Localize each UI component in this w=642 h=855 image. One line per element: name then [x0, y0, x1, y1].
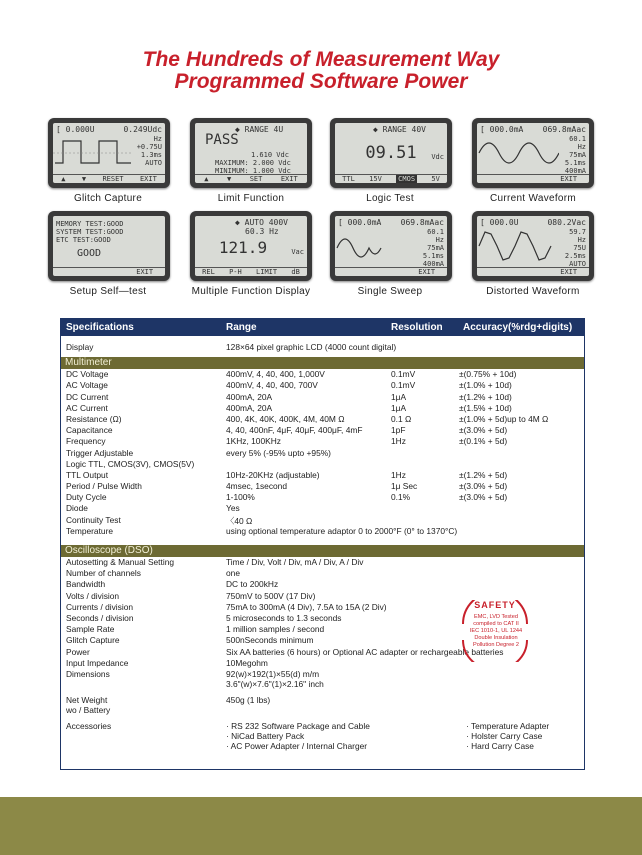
lcd-unit: Vac — [291, 248, 304, 256]
spec-row-multimeter: DC Voltage 400mV, 4, 40, 400, 1,000V 0.1mV ±(0.75% + 10d) — [66, 369, 517, 380]
header-range: Range — [226, 322, 257, 333]
lcd-lines: MEMORY TEST:GOOD SYSTEM TEST:GOOD ETC TEST:GOOD — [56, 220, 124, 244]
spec-row-weight: Net Weight wo / Battery 450g (1 lbs) — [66, 694, 271, 715]
distorted-wave — [477, 226, 559, 266]
lcd-softkeys: ▲ ▼ RESET EXIT — [53, 174, 165, 183]
sweep-wave — [335, 226, 415, 266]
lcd-logic-test — [330, 118, 452, 188]
spec-table — [60, 318, 585, 770]
spec-row-multimeter: Period / Pulse Width 4msec, 1second 1μ Sec ±(3.0% + 5d) — [66, 481, 508, 492]
spec-row-multimeter: DC Current 400mA, 20A 1μA ±(1.2% + 10d) — [66, 391, 512, 402]
spec-row-oscilloscope: Power Six AA batteries (6 hours) or Optional AC adapter or rechargeable batteries — [66, 646, 504, 657]
spec-row-multimeter: Continuity Test 〈40 Ω — [66, 514, 253, 526]
square-wave — [53, 133, 133, 173]
caption-setup-self-test: Setup Self—test — [69, 286, 147, 297]
lcd-softkeys: EXIT — [477, 267, 589, 276]
lcd-big: 09.51 — [365, 143, 417, 163]
caption-multiple-function: Multiple Function Display — [191, 286, 311, 297]
spec-row-oscilloscope: Currents / division 75mA to 300mA (4 Div), 7.5A to 15A (2 Div) — [66, 601, 387, 612]
lcd-unit: Vdc — [431, 153, 444, 161]
caption-single-sweep: Single Sweep — [357, 286, 423, 297]
lcd-multiple-function — [190, 211, 312, 281]
spec-row-oscilloscope: Number of channels one — [66, 568, 240, 579]
spec-row-multimeter: Resistance (Ω) 400, 4K, 40K, 400K, 4M, 40M Ω 0.1 Ω ±(1.0% + 5d)up to 4M Ω — [66, 413, 549, 424]
lcd-right-stack: 59.7 Hz 75U 2.5ms AUTO — [564, 228, 586, 268]
lcd-top-right: 069.8mAac — [542, 125, 586, 134]
lcd-sub: 60.3 Hz — [245, 227, 279, 236]
spec-row-multimeter: Duty Cycle 1-100% 0.1% ±(3.0% + 5d) — [66, 492, 508, 503]
headline-line-2: Programmed Software Power — [174, 70, 468, 93]
spec-row-oscilloscope: Input Impedance 10Megohm — [66, 657, 268, 668]
caption-logic-test: Logic Test — [366, 193, 414, 204]
spec-row-oscilloscope: Autosetting & Manual Setting Time / Div, Volt / Div, mA / Div, A / Div — [66, 557, 364, 567]
lcd-softkeys: EXIT — [477, 174, 589, 183]
footer-band — [0, 797, 642, 855]
safety-lines: EMC, LVD Tested compiled to CAT II IEC 1010-1, UL 1244 Double Insulation Pollution Degree 2 — [469, 614, 523, 648]
sine-wave — [477, 133, 559, 173]
lcd-lines: 1.610 Vdc MAXIMUM: 2.000 Vdc MINIMUM: 1.000 Vdc — [215, 151, 291, 175]
lcd-top-right: 080.2Vac — [547, 218, 586, 227]
lcd-big: PASS — [205, 132, 239, 148]
lcd-softkeys: EXIT — [53, 267, 165, 276]
lcd-top-right: 0.249Udc — [123, 125, 162, 134]
caption-limit-function: Limit Function — [217, 193, 285, 204]
spec-row-oscilloscope: Seconds / division 5 microseconds to 1.3 seconds — [66, 612, 342, 623]
caption-distorted-waveform: Distorted Waveform — [486, 286, 580, 297]
lcd-top: [ 000.0mA — [480, 125, 524, 134]
lcd-top: ◆ AUTO 400V — [235, 218, 288, 227]
spec-row-oscilloscope: Glitch Capture 500nSeconds minimum — [66, 635, 314, 646]
spec-row-dimensions: Dimensions 92(w)×192(1)×55(d) m/m 3.6"(w)×7.6"(1)×2.16" inch — [66, 668, 324, 689]
lcd-softkeys: EXIT — [335, 267, 447, 276]
lcd-current-waveform — [472, 118, 594, 188]
lcd-right-stack: 60.1 Hz 75mA 5.1ms 400mA — [564, 135, 586, 175]
lcd-top: [ 000.0U — [480, 218, 519, 227]
lcd-right-stack: 60.1 Hz 75mA 5.1ms 400mA — [422, 228, 444, 268]
spec-row-multimeter: Diode Yes — [66, 503, 240, 514]
lcd-softkeys: TTL 15V CMOS 5V — [335, 174, 447, 183]
spec-row-oscilloscope: Sample Rate 1 million samples / second — [66, 624, 325, 635]
spec-row-oscilloscope: Bandwidth DC to 200kHz — [66, 579, 279, 590]
spec-row-display: Display 128×64 pixel graphic LCD (4000 count digital) — [66, 342, 397, 352]
lcd-single-sweep — [330, 211, 452, 281]
multimeter-rows — [61, 369, 584, 537]
lcd-top-right: 069.8mAac — [400, 218, 444, 227]
lcd-big: 121.9 — [218, 238, 268, 257]
lcd-top: ◆ RANGE 40V — [373, 125, 426, 134]
header-accuracy: Accuracy(%rdg+digits) — [463, 322, 573, 333]
lcd-distorted-waveform — [472, 211, 594, 281]
header-specifications: Specifications — [66, 322, 134, 333]
spec-header-row — [61, 319, 584, 336]
lcd-top: ◆ RANGE 4U — [235, 125, 284, 134]
lcd-limit-function — [190, 118, 312, 188]
spec-row-multimeter: Temperature using optional temperature adaptor 0 to 2000°F (0° to 1370°C) — [66, 525, 458, 536]
lcd-setup-self-test — [48, 211, 170, 281]
headline-line-1: The Hundreds of Measurement Way — [142, 48, 500, 71]
spec-row-multimeter: TTL Output 10Hz-20KHz (adjustable) 1Hz ±(1.2% + 5d) — [66, 469, 508, 480]
lcd-softkeys: REL P-H LIMIT dB — [195, 267, 307, 276]
spec-row-multimeter: AC Current 400mA, 20A 1μA ±(1.5% + 10d) — [66, 402, 512, 413]
spec-row-oscilloscope: Volts / division 750mV to 500V (17 Div) — [66, 590, 316, 601]
lcd-big: GOOD — [76, 248, 102, 259]
spec-row-multimeter: Trigger Adjustable every 5% (-95% upto +95%) — [66, 447, 331, 458]
spec-row-multimeter: Capacitance 4, 40, 400nF, 4μF, 40μF, 400μF, 4mF 1pF ±(3.0% + 5d) — [66, 425, 508, 436]
caption-glitch-capture: Glitch Capture — [73, 193, 143, 204]
lcd-top: [ 000.0mA — [338, 218, 382, 227]
caption-current-waveform: Current Waveform — [489, 193, 577, 204]
spec-row-accessories: Accessories · RS 232 Software Package and Cable · NiCad Battery Pack · AC Power Adapter / Internal Charger · Temperature Adapter · Holster Carry Case · Hard Carry Case — [66, 720, 550, 751]
safety-badge — [455, 600, 535, 662]
spec-row-multimeter: Logic TTL, CMOS(3V), CMOS(5V) — [66, 458, 195, 469]
lcd-top: [ 0.000U — [56, 125, 95, 134]
spec-row-multimeter: Frequency 1KHz, 100KHz 1Hz ±(0.1% + 5d) — [66, 436, 508, 447]
safety-title: SAFETY — [474, 600, 516, 610]
section-oscilloscope: Oscilloscope (DSO) — [61, 545, 584, 557]
lcd-softkeys: ▲ ▼ SET EXIT — [195, 174, 307, 183]
section-multimeter: Multimeter — [61, 357, 584, 369]
header-resolution: Resolution — [391, 322, 443, 333]
lcd-right-stack: Hz +0.75U 1.3ms AUTO — [136, 135, 162, 167]
spec-row-multimeter: AC Voltage 400mV, 4, 40, 400, 700V 0.1mV ±(1.0% + 10d) — [66, 380, 512, 391]
lcd-glitch-capture — [48, 118, 170, 188]
